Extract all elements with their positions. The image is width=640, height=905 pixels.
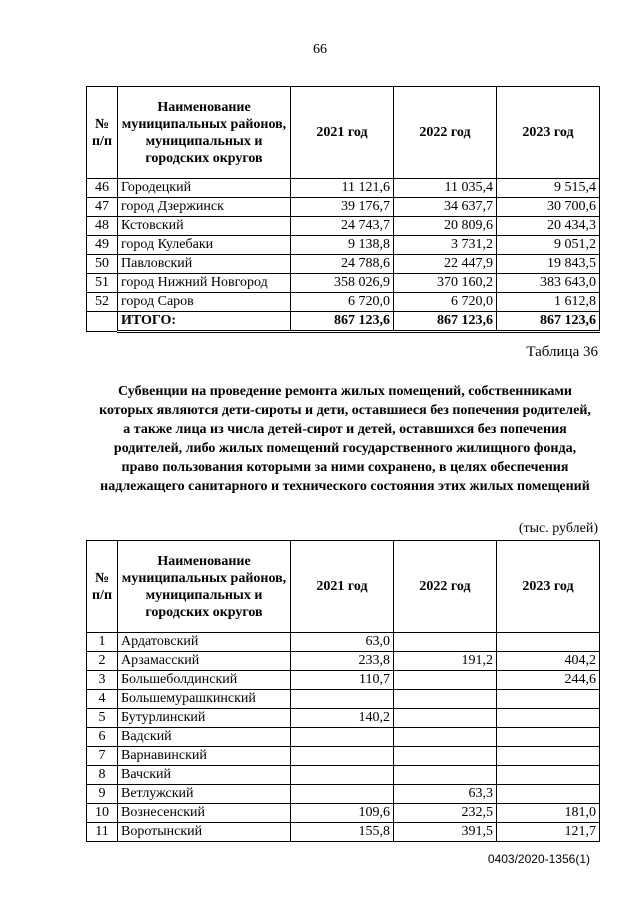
cell-y2022: 6 720,0 <box>394 293 497 312</box>
cell-y2021: 109,6 <box>291 804 394 823</box>
cell-y2021: 155,8 <box>291 823 394 842</box>
cell-num: 3 <box>87 671 118 690</box>
cell-y2021: 233,8 <box>291 652 394 671</box>
cell-name: Воротынский <box>118 823 291 842</box>
cell-y2021: 9 138,8 <box>291 236 394 255</box>
cell-y2022 <box>394 671 497 690</box>
total-empty-cell <box>87 312 118 332</box>
table-row <box>87 728 600 747</box>
cell-y2022: 232,5 <box>394 804 497 823</box>
cell-y2021: 24 743,7 <box>291 217 394 236</box>
cell-y2021: 358 026,9 <box>291 274 394 293</box>
table-row <box>87 823 600 842</box>
section-title: Субвенции на проведение ремонта жилых помещений, собственниками которых являются дети-сироты и дети, оставшиеся без попечения родителей, а также лица из числа детей-сирот и детей, оставшихся без попечения родителей, либо жилых помещений государственного жилищного фонда, право пользования которыми за ними сохранено, в целях обеспечения надлежащего санитарного и технического состояния этих жилых помещений <box>99 384 591 494</box>
cell-num: 8 <box>87 766 118 785</box>
table-row <box>87 293 600 312</box>
cell-y2023 <box>497 690 600 709</box>
cell-y2021: 11 121,6 <box>291 179 394 198</box>
cell-name: Вадский <box>118 728 291 747</box>
cell-num: 10 <box>87 804 118 823</box>
total-2021: 867 123,6 <box>291 312 394 332</box>
table-row <box>87 690 600 709</box>
cell-y2022: 34 637,7 <box>394 198 497 217</box>
header-name: Наименование муниципальных районов, муниципальных и городских округов <box>118 87 291 179</box>
cell-num: 47 <box>87 198 118 217</box>
cell-y2022 <box>394 709 497 728</box>
cell-y2023: 20 434,3 <box>497 217 600 236</box>
table-bottom <box>86 540 600 842</box>
cell-y2022: 3 731,2 <box>394 236 497 255</box>
cell-name: город Кулебаки <box>118 236 291 255</box>
cell-y2021: 140,2 <box>291 709 394 728</box>
header-name: Наименование муниципальных районов, муниципальных и городских округов <box>118 541 291 633</box>
cell-name: город Нижний Новгород <box>118 274 291 293</box>
header-num: № п/п <box>87 87 118 179</box>
cell-y2021 <box>291 766 394 785</box>
table-row <box>87 766 600 785</box>
cell-num: 11 <box>87 823 118 842</box>
cell-y2021: 6 720,0 <box>291 293 394 312</box>
total-2022: 867 123,6 <box>394 312 497 332</box>
table-row <box>87 236 600 255</box>
cell-y2023: 19 843,5 <box>497 255 600 274</box>
cell-y2021 <box>291 690 394 709</box>
page-number: 66 <box>313 42 327 57</box>
cell-y2022: 22 447,9 <box>394 255 497 274</box>
cell-name: Ветлужский <box>118 785 291 804</box>
header-2021: 2021 год <box>291 87 394 179</box>
units-label: (тыс. рублей) <box>518 521 598 536</box>
table-row <box>87 671 600 690</box>
cell-num: 49 <box>87 236 118 255</box>
cell-y2022: 11 035,4 <box>394 179 497 198</box>
table-row <box>87 709 600 728</box>
cell-y2022 <box>394 633 497 652</box>
cell-y2023 <box>497 766 600 785</box>
cell-y2023 <box>497 633 600 652</box>
header-2023: 2023 год <box>497 87 600 179</box>
cell-y2021 <box>291 785 394 804</box>
cell-num: 1 <box>87 633 118 652</box>
cell-y2021: 63,0 <box>291 633 394 652</box>
cell-name: город Саров <box>118 293 291 312</box>
total-label: ИТОГО: <box>118 312 291 332</box>
cell-y2021 <box>291 728 394 747</box>
total-2023: 867 123,6 <box>497 312 600 332</box>
cell-y2021: 39 176,7 <box>291 198 394 217</box>
cell-y2023: 121,7 <box>497 823 600 842</box>
cell-name: Вачский <box>118 766 291 785</box>
table-row <box>87 633 600 652</box>
cell-y2023: 9 515,4 <box>497 179 600 198</box>
cell-num: 48 <box>87 217 118 236</box>
cell-num: 6 <box>87 728 118 747</box>
cell-y2023 <box>497 709 600 728</box>
cell-num: 51 <box>87 274 118 293</box>
cell-num: 4 <box>87 690 118 709</box>
cell-y2022: 191,2 <box>394 652 497 671</box>
table-top <box>86 86 600 333</box>
table-caption: Таблица 36 <box>526 344 598 360</box>
table-row <box>87 198 600 217</box>
cell-y2023 <box>497 728 600 747</box>
cell-name: Кстовский <box>118 217 291 236</box>
cell-num: 52 <box>87 293 118 312</box>
cell-name: Варнавинский <box>118 747 291 766</box>
cell-y2023: 9 051,2 <box>497 236 600 255</box>
header-2021: 2021 год <box>291 541 394 633</box>
table-row <box>87 217 600 236</box>
cell-name: город Дзержинск <box>118 198 291 217</box>
cell-num: 7 <box>87 747 118 766</box>
cell-y2021 <box>291 747 394 766</box>
cell-name: Вознесенский <box>118 804 291 823</box>
table-row <box>87 785 600 804</box>
table-row <box>87 652 600 671</box>
table-row <box>87 747 600 766</box>
cell-y2023 <box>497 747 600 766</box>
cell-y2022 <box>394 728 497 747</box>
cell-name: Городецкий <box>118 179 291 198</box>
cell-num: 2 <box>87 652 118 671</box>
cell-y2021: 24 788,6 <box>291 255 394 274</box>
cell-y2021: 110,7 <box>291 671 394 690</box>
cell-name: Большеболдинский <box>118 671 291 690</box>
header-2023: 2023 год <box>497 541 600 633</box>
cell-num: 9 <box>87 785 118 804</box>
cell-name: Арзамасский <box>118 652 291 671</box>
cell-y2022: 63,3 <box>394 785 497 804</box>
total-row <box>87 312 600 332</box>
cell-y2023: 30 700,6 <box>497 198 600 217</box>
table-row <box>87 274 600 293</box>
cell-y2023: 244,6 <box>497 671 600 690</box>
cell-y2023: 181,0 <box>497 804 600 823</box>
header-num: № п/п <box>87 541 118 633</box>
cell-y2023: 383 643,0 <box>497 274 600 293</box>
cell-num: 46 <box>87 179 118 198</box>
cell-y2022 <box>394 747 497 766</box>
header-2022: 2022 год <box>394 87 497 179</box>
cell-name: Большемурашкинский <box>118 690 291 709</box>
cell-y2022: 370 160,2 <box>394 274 497 293</box>
table-row <box>87 255 600 274</box>
cell-y2023 <box>497 785 600 804</box>
cell-y2022 <box>394 690 497 709</box>
cell-name: Ардатовский <box>118 633 291 652</box>
document-code: 0403/2020-1356(1) <box>487 852 590 866</box>
cell-name: Бутурлинский <box>118 709 291 728</box>
table-row <box>87 179 600 198</box>
cell-num: 50 <box>87 255 118 274</box>
cell-name: Павловский <box>118 255 291 274</box>
cell-num: 5 <box>87 709 118 728</box>
cell-y2022 <box>394 766 497 785</box>
header-2022: 2022 год <box>394 541 497 633</box>
cell-y2022: 391,5 <box>394 823 497 842</box>
cell-y2023: 404,2 <box>497 652 600 671</box>
cell-y2023: 1 612,8 <box>497 293 600 312</box>
table-row <box>87 804 600 823</box>
cell-y2022: 20 809,6 <box>394 217 497 236</box>
